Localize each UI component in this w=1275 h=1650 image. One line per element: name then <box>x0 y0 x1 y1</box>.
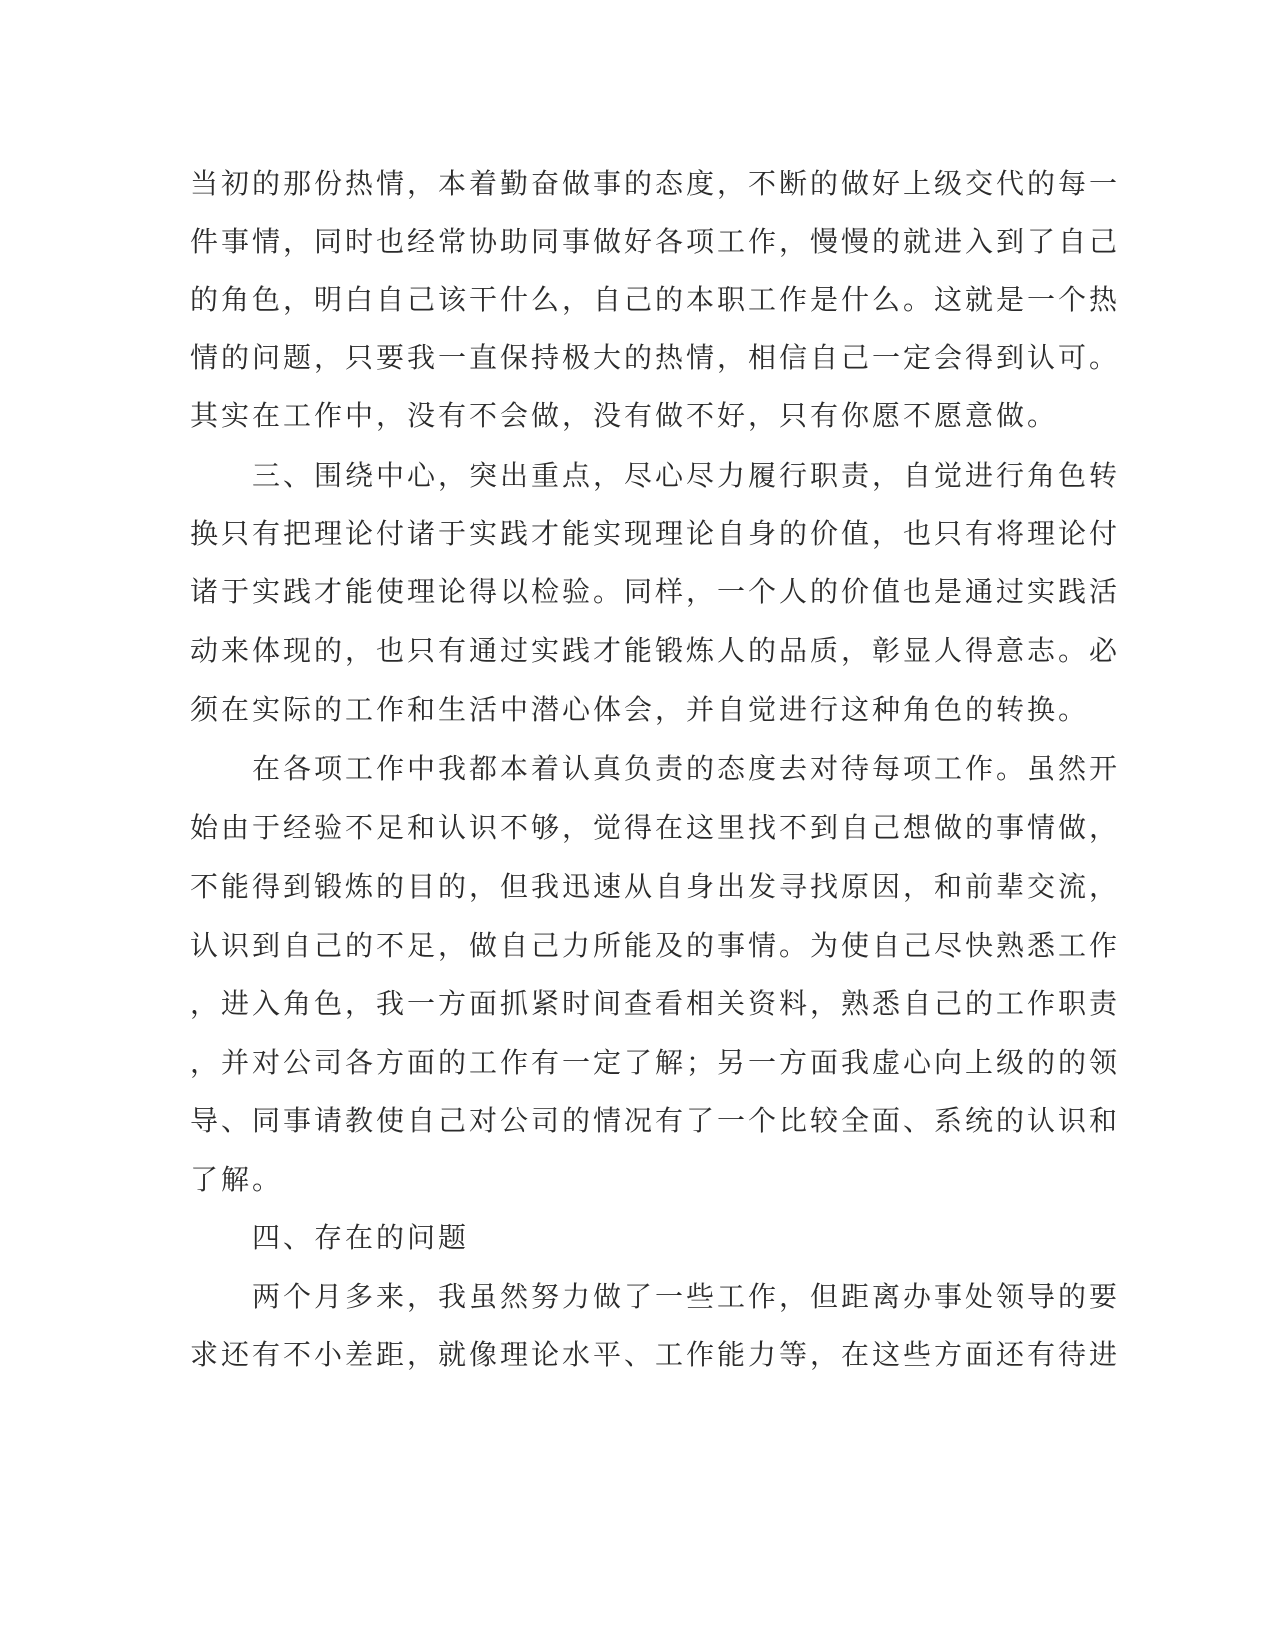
text-line: ，并对公司各方面的工作有一定了解；另一方面我虚心向上级的的领 <box>190 1046 1121 1079</box>
text-line: ，进入角色，我一方面抓紧时间查看相关资料，熟悉自己的工作职责 <box>190 987 1121 1020</box>
text-line: 诸于实践才能使理论得以检验。同样，一个人的价值也是通过实践活 <box>190 575 1121 608</box>
text-line: 两个月多来，我虽然努力做了一些工作，但距离办事处领导的要 <box>190 1280 1121 1313</box>
text-line: 换只有把理论付诸于实践才能实现理论自身的价值，也只有将理论付 <box>190 517 1121 550</box>
text-line: 认识到自己的不足，做自己力所能及的事情。为使自己尽快熟悉工作 <box>190 929 1121 962</box>
text-line: 须在实际的工作和生活中潜心体会，并自觉进行这种角色的转换。 <box>190 693 1090 726</box>
text-line: 的角色，明白自己该干什么，自己的本职工作是什么。这就是一个热 <box>190 283 1121 316</box>
section-heading-line: 三、围绕中心，突出重点，尽心尽力履行职责，自觉进行角色转 <box>190 459 1121 492</box>
text-line: 求还有不小差距，就像理论水平、工作能力等，在这些方面还有待进 <box>190 1338 1121 1371</box>
text-line: 动来体现的，也只有通过实践才能锻炼人的品质，彰显人得意志。必 <box>190 634 1121 667</box>
section-heading-line: 四、存在的问题 <box>190 1221 470 1254</box>
text-line: 当初的那份热情，本着勤奋做事的态度，不断的做好上级交代的每一 <box>190 167 1121 200</box>
text-line: 不能得到锻炼的目的，但我迅速从自身出发寻找原因，和前辈交流， <box>190 870 1121 903</box>
text-line: 情的问题，只要我一直保持极大的热情，相信自己一定会得到认可。 <box>190 341 1121 374</box>
text-line: 了解。 <box>190 1163 284 1196</box>
text-line: 其实在工作中，没有不会做，没有做不好，只有你愿不愿意做。 <box>190 399 1059 432</box>
text-line: 导、同事请教使自己对公司的情况有了一个比较全面、系统的认识和 <box>190 1104 1121 1137</box>
text-line: 件事情，同时也经常协助同事做好各项工作，慢慢的就进入到了自己 <box>190 225 1121 258</box>
text-line: 在各项工作中我都本着认真负责的态度去对待每项工作。虽然开 <box>190 752 1121 785</box>
text-line: 始由于经验不足和认识不够，觉得在这里找不到自己想做的事情做， <box>190 811 1121 844</box>
